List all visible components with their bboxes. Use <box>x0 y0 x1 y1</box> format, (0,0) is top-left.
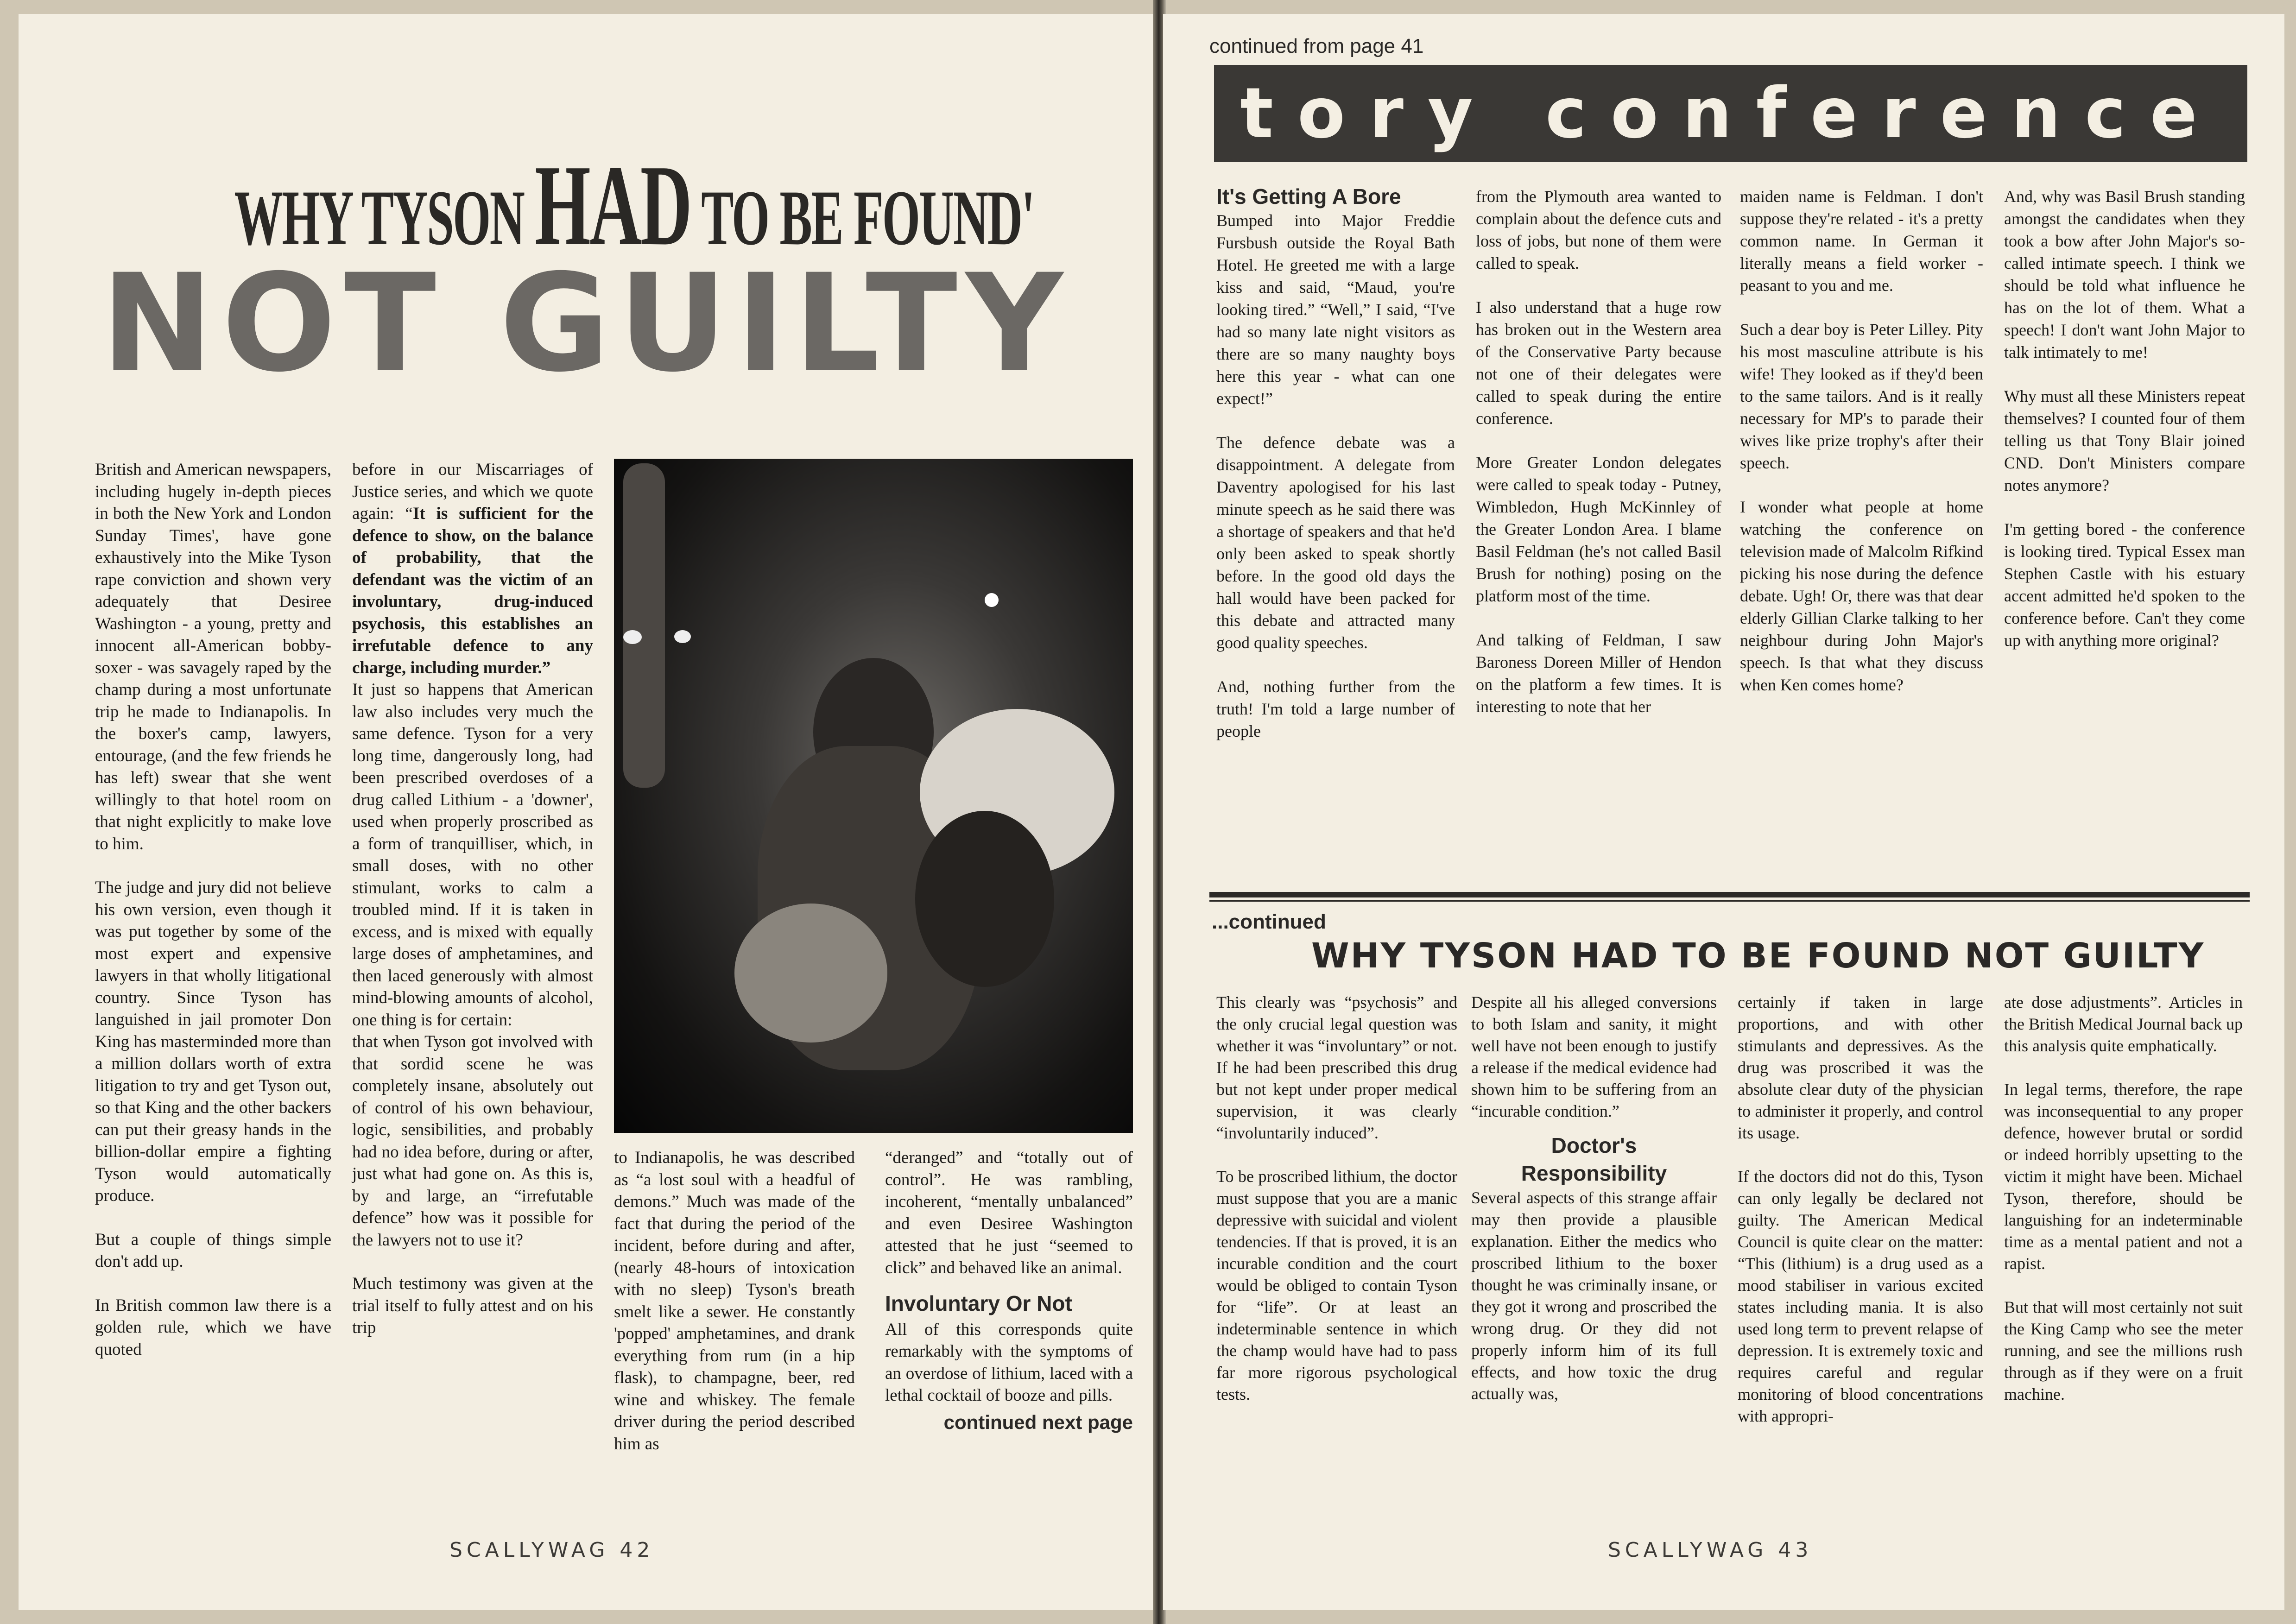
paragraph: I wonder what people at home watching the conference on television made of Malcolm Rifkind picking his nose during the defence debate. Ugh! Or, there was that dear elderly Gillian Clarke talking to her neighbour during John Major's speech. Is that what they discuss when Ken comes home? <box>1740 498 1983 694</box>
article-column-2 <box>352 459 593 1361</box>
headline-part-b: HAD <box>535 141 691 270</box>
page-42 <box>19 14 1154 1610</box>
continued-from: continued from page 41 <box>1209 35 1424 57</box>
paragraph: Despite all his alleged conversions to both Islam and sanity, it might well have not been enough to justify a release if the medical evidence had shown him to be suffering from an “incurable condition.” <box>1471 993 1717 1120</box>
paragraph: It just so happens that American law also includes very much the same defence. Tyson for a very long time, dangerously long, had been prescribed overdoses of a drug called Lithium - a 'downer', used when properly proscribed as a form of tranquilliser, which, in small doses, with no other stimulant, works to calm a troubled mind. If it is taken in excess, and is mixed with equally large doses of amphetamines, and then laced generously with almost mind-blowing amounts of alcohol, one thing is for certain: <box>352 680 593 1030</box>
paragraph: This clearly was “psychosis” and the only crucial legal question was whether it was “involuntary” or not. If he had been prescribed this drug but not kept under proper medical supervision, it was clearly “involuntarily induced”. <box>1216 993 1457 1142</box>
paragraph: Bumped into Major Freddie Fursbush outside the Royal Bath Hotel. He greeted me with a large kiss and said, “Maud, you're looking tired.” “Well,” I said, “I've had so many late night visitors as there are so many naughty boys here this year - what can one expect!” <box>1216 211 1455 408</box>
paragraph: And talking of Feldman, I saw Baroness Doreen Miller of Hendon on the platform a few times. It is interesting to note that her <box>1476 631 1721 716</box>
paragraph: that when Tyson got involved with that sordid scene he was completely insane, absolutely out of control of his own behaviour, logic, sensibilities, and probably had no idea before, during or after, just what had gone on. As this is, by and large, an “irrefutable defence” how was it possible for the lawyers not to use it? <box>352 1032 593 1250</box>
championship-belt <box>734 904 887 1043</box>
paragraph: certainly if taken in large proportions, and with other stimulants and depressives. As the drug was proscribed it was the absolute clear duty of the physician to administer it properly, and control its usage. <box>1738 993 1983 1142</box>
paragraph: to Indianapolis, he was described as “a lost soul with a headful of demons.” Much was made of the fact that during the period of the incident, before during and after, (nearly 48-hours of intoxication with no sleep) Tyson's breath smelt like a sewer. He constantly 'popped' amphetamines, and drank everything from rum (in a hip flask), to champagne, beer, red wine and whiskey. The female driver during the period described him as <box>614 1148 855 1453</box>
tyson-continued-headline: WHY TYSON HAD TO BE FOUND NOT GUILTY <box>1311 936 2205 976</box>
raised-arm <box>623 463 665 788</box>
subhead-doctors-responsibility <box>1471 1131 1717 1187</box>
section-divider-thin <box>1209 900 2250 902</box>
paragraph: I also understand that a huge row has broken out in the Western area of the Conservative Party because not one of their delegates were called to speak during the entire conference. <box>1476 298 1721 428</box>
paragraph: But that will most certainly not suit the King Camp who see the meter running, and see the millions rush through as if they were on a fruit machine. <box>2004 1298 2243 1403</box>
tory-column-1 <box>1216 185 1455 764</box>
tyson-continued-column-2 <box>1471 992 1717 1427</box>
continued-next-page: continued next page <box>943 1411 1133 1433</box>
arena-light <box>985 593 999 607</box>
subhead-line: Doctor's <box>1551 1133 1637 1157</box>
paragraph: And, nothing further from the truth! I'm told a large number of people <box>1216 677 1455 740</box>
paragraph: Such a dear boy is Peter Lilley. Pity his most masculine attribute is his wife! They looked as if they'd been to the same tailors. And is it really necessary for MP's to parade their wives like prize trophy's after their speech. <box>1740 320 1983 472</box>
tory-column-4 <box>2004 185 2245 673</box>
article-column-1 <box>95 459 331 1382</box>
paragraph: To be proscribed lithium, the doctor must suppose that you are a manic depressive with suicidal and violent tendencies. If that is proved, it is an incurable condition and the court would be obliged to contain Tyson for “life”. Or at least an indeterminable sentence in which the champ would have had to pass far more rigorous psychological tests. <box>1216 1167 1457 1403</box>
headline-part-a: WHY TYSON <box>234 174 524 261</box>
article-column-4 <box>885 1147 1133 1433</box>
don-king-figure <box>915 811 1054 987</box>
headline-part-c: TO BE FOUND' <box>701 174 1034 261</box>
arena-light <box>674 630 691 643</box>
continued-label: ...continued <box>1212 910 1326 933</box>
quote-intro: before in our Miscarriages of Justice series, and which we quote again: “ <box>352 460 593 523</box>
paragraph: Why must all these Ministers repeat themselves? I counted four of them telling us that Tony Blair joined CND. Don't Ministers compare notes anymore? <box>2004 387 2245 494</box>
paragraph: ate dose adjustments”. Articles in the British Medical Journal back up this analysis quite emphatically. <box>2004 993 2243 1055</box>
headline-line2: NOT GUILTY <box>101 246 1072 402</box>
paragraph: But a couple of things simple don't add up. <box>95 1230 331 1271</box>
subhead-getting-a-bore: It's Getting A Bore <box>1216 184 1401 209</box>
paragraph: More Greater London delegates were called to speak today - Putney, Wimbledon, Hugh McKinnley of the Greater London Area. I blame Basil Feldman (he's not called Basil Brush for nothing) posing on the platform most of the time. <box>1476 453 1721 605</box>
paragraph: British and American newspapers, including hugely in-depth pieces in both the New York and London Sunday Times', have gone exhaustively into the Mike Tyson rape conviction and shown very adequately that Desiree Washington - a young, pretty and innocent all-American bobby-soxer - was savagely raped by the champ during a most unfortunate trip he made to Indianapolis. In the boxer's camp, lawyers, entourage, (and the few friends he has left) swear that she went willingly to that hotel room on that night explicitly to make love to him. <box>95 460 331 853</box>
paragraph <box>352 459 593 679</box>
paragraph: If the doctors did not do this, Tyson can only legally be declared not guilty. The American Medical Council is quite clear on the matter: “This (lithium) is a drug used as a mood stabiliser in various excited states including mania. It is also used long term to prevent relapse of depression. It is extremely toxic and requires careful and regular monitoring of blood concentrations with appropri- <box>1738 1167 1983 1425</box>
paragraph: In British common law there is a golden rule, which we have quoted <box>95 1295 331 1359</box>
article-column-3 <box>614 1147 855 1477</box>
tyson-continued-column-1 <box>1216 992 1457 1427</box>
paragraph: “deranged” and “totally out of control”. He was rambling, incoherent, “mentally unbalanced” and even Desiree Washington attested that he just “seemed to click” and behaved like an animal. <box>885 1148 1133 1277</box>
paragraph: Much testimony was given at the trial itself to fully attest and on his trip <box>352 1274 593 1337</box>
arena-light <box>623 630 642 644</box>
tyson-continued-column-4 <box>2004 992 2243 1427</box>
paragraph: The judge and jury did not believe his own version, even though it was put together by some of the most expert and expensive lawyers in that wholly litigational country. Since Tyson has languished in jail promoter Don King has masterminded more than a million dollars worth of extra litigation to try and get Tyson out, so that King and the other backers can put their greasy hands in the billion-dollar empire a fighting Tyson would automatically produce. <box>95 878 331 1205</box>
tory-column-3 <box>1740 185 1983 718</box>
tyson-photo <box>614 459 1133 1133</box>
subhead-involuntary: Involuntary Or Not <box>885 1291 1072 1315</box>
quote-bold: It is sufficient for the defence to show, on the balance of probability, that the defendant was the victim of an involuntary, drug-induced psychosis, this establishes an irrefutable defence to any charge, including murder.” <box>352 504 594 677</box>
paragraph: And, why was Basil Brush standing amongst the candidates when they took a bow after John Major's so-called intimate speech. I think we should be told what influence he has on the lot of them. What a speech! I don't want John Major to talk intimately to me! <box>2004 187 2245 361</box>
paragraph: Several aspects of this strange affair may then provide a plausible explanation. Either the medics who proscribed lithium to the boxer thought he was criminally insane, or they got it wrong and proscribed the wrong drug. Or they did not properly inform him of its full effects, and how toxic the drug actually was, <box>1471 1188 1717 1403</box>
subhead-line: Responsibility <box>1521 1161 1667 1185</box>
paragraph: In legal terms, therefore, the rape was inconsequential to any proper defence, however brutal or sordid or indeed horribly upsetting to the victim it might have been. Michael Tyson, therefore, should be languishing for an indeterminable time as a mental patient and not a rapist. <box>2004 1080 2243 1273</box>
paragraph: The defence debate was a disappointment. A delegate from Daventry apologised for his last minute speech as he said there was a shortage of speakers and that he'd only been asked to speak shortly before. In the good old days the hall would have been packed for this debate and attracted many good quality speeches. <box>1216 433 1455 652</box>
tory-column-2 <box>1476 185 1721 739</box>
tyson-continued-column-3 <box>1738 992 1983 1449</box>
paragraph: maiden name is Feldman. I don't suppose they're related - it's a pretty common name. In German it literally means a field worker - peasant to you and me. <box>1740 187 1983 295</box>
tory-conference-banner: tory conference <box>1214 65 2247 162</box>
page-folio: SCALLYWAG 43 <box>1608 1538 1813 1562</box>
paragraph: All of this corresponds quite remarkably with the symptoms of an overdose of lithium, laced with a lethal cocktail of booze and pills. <box>885 1320 1133 1405</box>
paragraph: from the Plymouth area wanted to complain about the defence cuts and loss of jobs, but none of them were called to speak. <box>1476 187 1721 272</box>
page-folio: SCALLYWAG 42 <box>449 1538 654 1562</box>
paragraph: I'm getting bored - the conference is looking tired. Typical Essex man Stephen Castle with his estuary accent admitted he'd spoken to the conference before. Can't they come up with anything more original? <box>2004 520 2245 650</box>
section-divider <box>1209 892 2250 897</box>
